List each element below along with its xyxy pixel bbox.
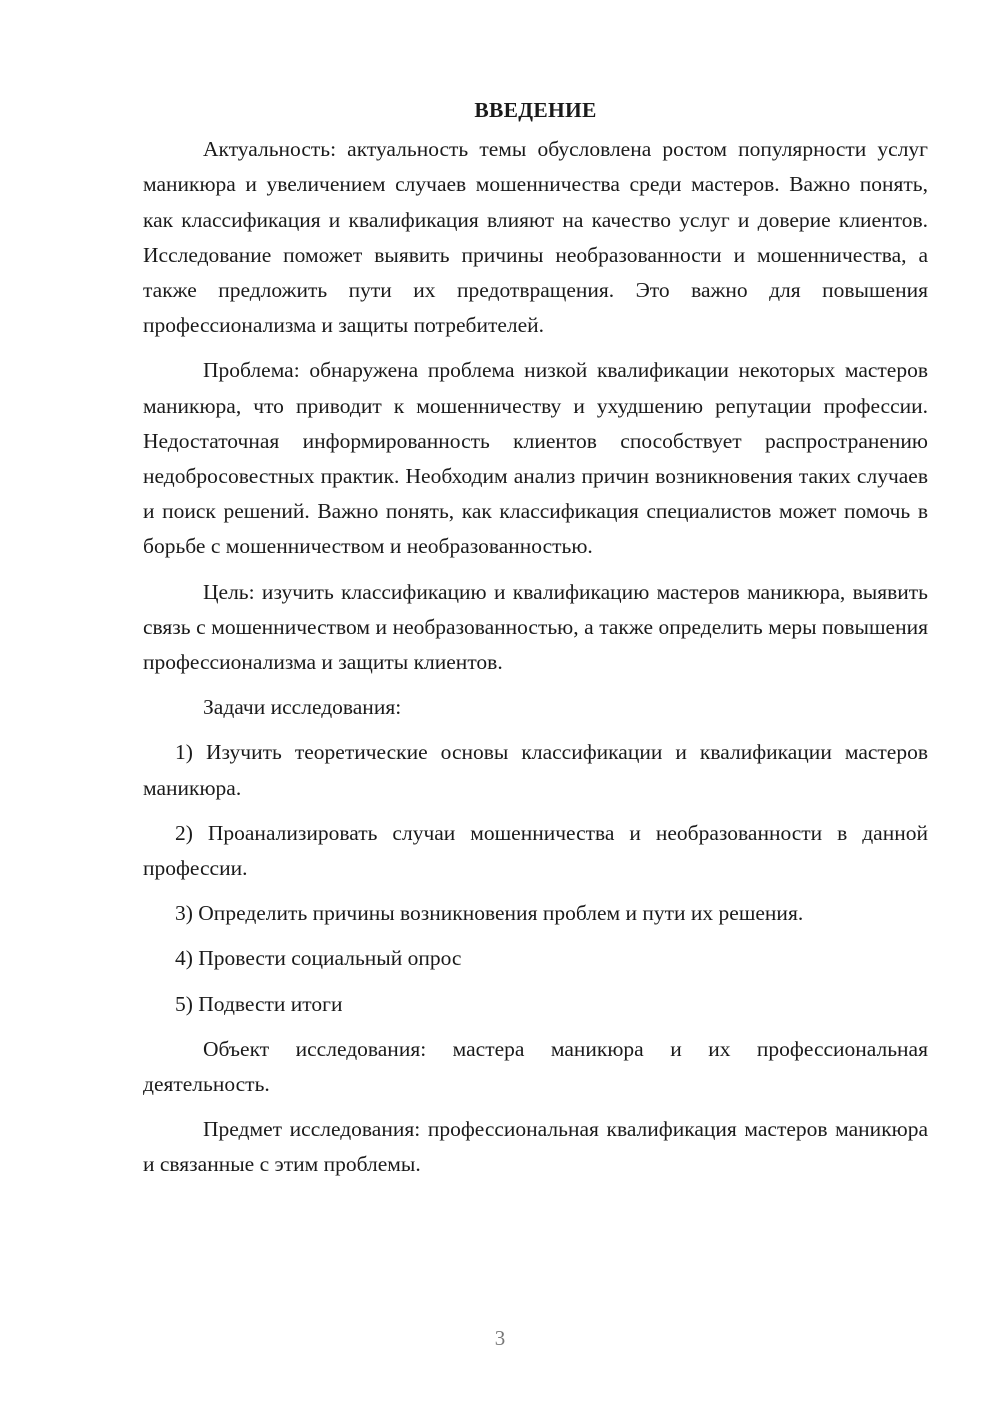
page-title: ВВЕДЕНИЕ	[474, 98, 597, 122]
task-item: 5) Подвести итоги	[175, 991, 343, 1016]
problem-paragraph: Проблема: обнаружена проблема низкой квалификации некоторых мастеров маникюра, что приводит к мошенничеству и ухудшению репутации профессии. Недостаточная информированность клиентов способствует распространению недобросовестных практик. Необходим анализ причин возникновения таких случаев и поиск решений. Важно понять, как классификация специалистов может помочь в борьбе с мошенничеством и необразованностью.	[143, 358, 928, 559]
task-item: 3) Определить причины возникновения проблем и пути их решения.	[175, 901, 804, 926]
task-item: 1) Изучить теоретические основы классификации и квалификации мастеров маникюра.	[143, 740, 928, 800]
subject-paragraph: Предмет исследования: профессиональная квалификация мастеров маникюра и связанные с этим проблемы.	[143, 1117, 928, 1177]
object-paragraph: Объект исследования: мастера маникюра и их профессиональная деятельность.	[143, 1036, 928, 1097]
task-item: 2) Проанализировать случаи мошенничества и необразованности в данной профессии.	[143, 820, 928, 881]
document-page	[143, 93, 928, 1193]
task-item: 4) Провести социальный опрос	[175, 946, 462, 971]
page-number: 3	[494, 1326, 506, 1350]
goal-paragraph: Цель: изучить классификацию и квалификацию мастеров маникюра, выявить связь с мошенничеством и необразованностью, а также определить меры повышения профессионализма и защиты клиентов.	[143, 579, 928, 675]
tasks-heading: Задачи исследования:	[203, 695, 402, 720]
relevance-paragraph: Актуальность: актуальность темы обусловлена ростом популярности услуг маникюра и увеличением случаев мошенничества среди мастеров. Важно понять, как классификация и квалификация влияют на качество услуг и доверие клиентов. Исследование поможет выявить причины необразованности и мошенничества, а также предложить пути их предотвращения. Это важно для повышения профессионализма и защиты потребителей.	[143, 137, 928, 338]
